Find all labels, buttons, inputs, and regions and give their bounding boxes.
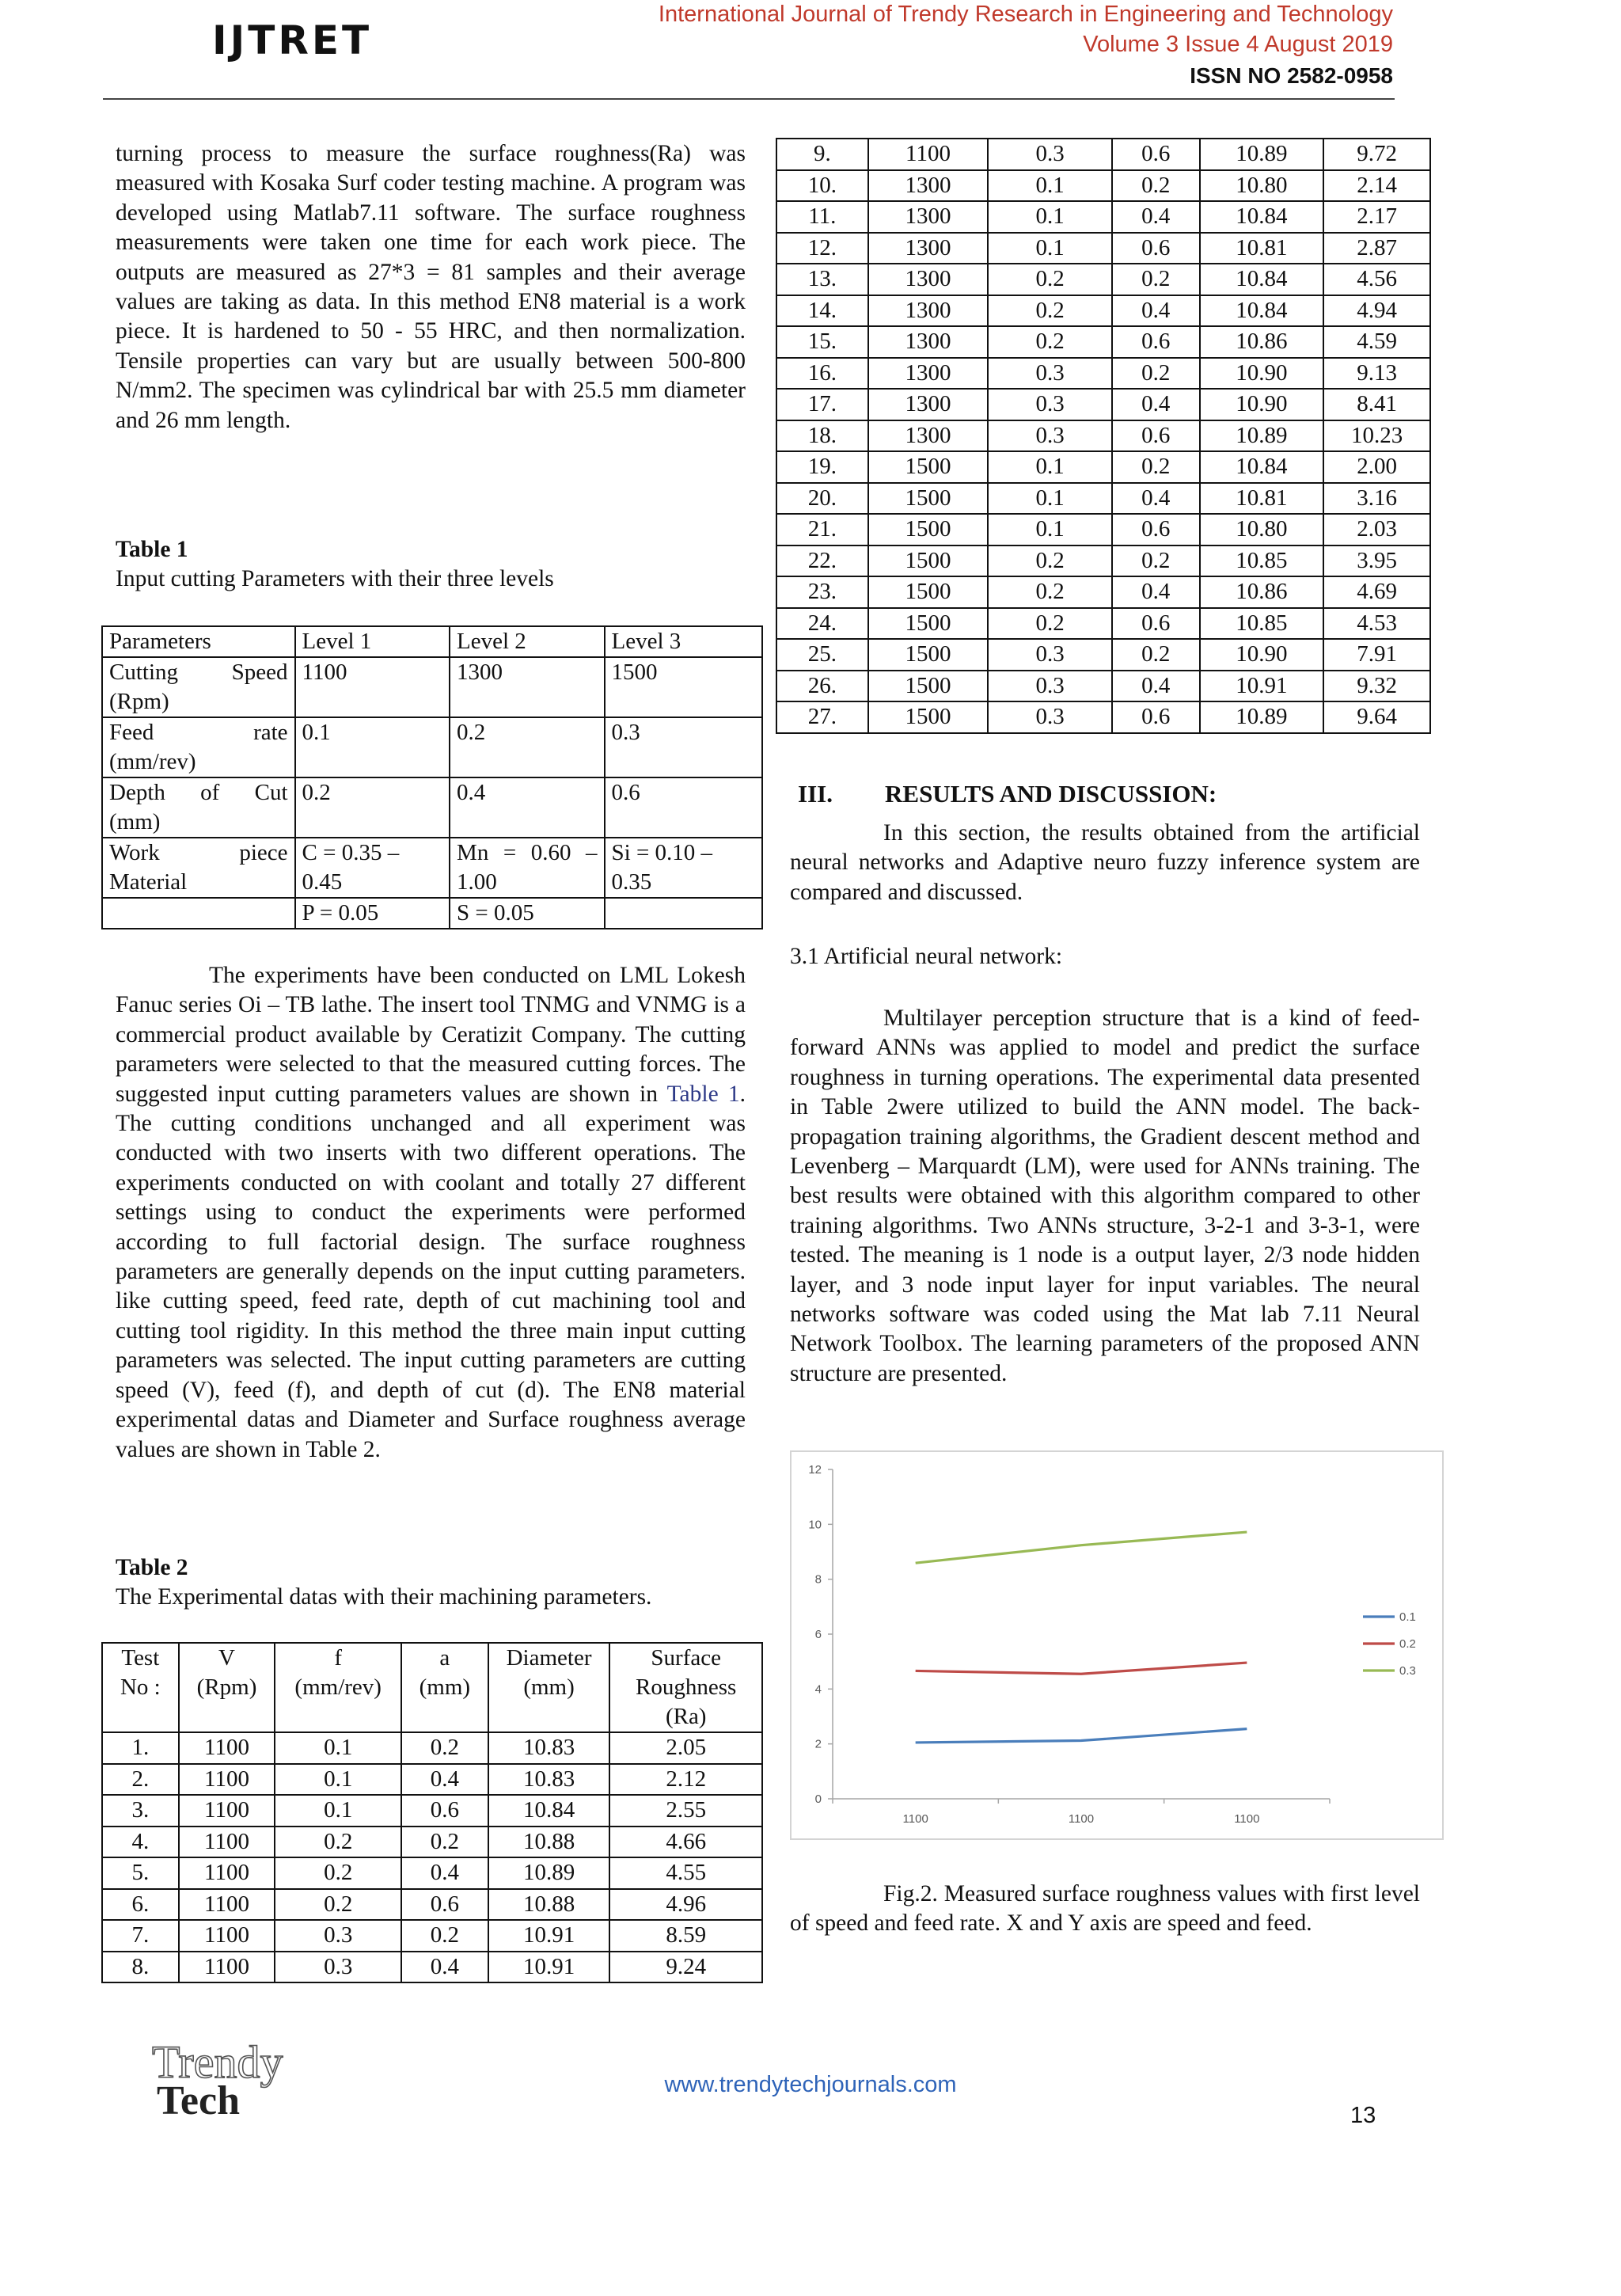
table2-cell: 0.3 [275, 1952, 401, 1983]
table-row [776, 420, 1430, 452]
table1-cell: C = 0.35 – 0.45 [295, 838, 450, 898]
table2-cell: 1500 [868, 639, 989, 671]
journal-name: International Journal of Trendy Research in Engineering and Technology [658, 2, 1393, 27]
table2-cell: 10.90 [1200, 639, 1324, 671]
table2-cell: 2.00 [1323, 451, 1430, 483]
table2-cell: 1300 [868, 295, 989, 327]
table-row [776, 326, 1430, 358]
table-row [102, 1920, 762, 1952]
subsection-heading: 3.1 Artificial neural network: [790, 944, 1063, 969]
table2-cell: 1500 [868, 545, 989, 577]
table2-cell: 10.85 [1200, 545, 1324, 577]
table2-cell: 0.1 [988, 201, 1112, 233]
table2-cell: 0.4 [401, 1764, 488, 1796]
table2-cell: 4.94 [1323, 295, 1430, 327]
table-row [776, 671, 1430, 702]
table2-cell: 0.3 [988, 701, 1112, 733]
table2-cell: 9.32 [1323, 671, 1430, 702]
table2-cell: 9. [776, 139, 868, 170]
table2-cell: 1300 [868, 420, 989, 452]
table2-cell: 1300 [868, 233, 989, 264]
table-row [102, 1764, 762, 1796]
table2-cell: 0.6 [1112, 608, 1200, 640]
table2-header-row [102, 1643, 762, 1732]
ann-paragraph: Multilayer perception structure that is a kind of feed-forward ANNs was applied to model and predict the surface roughness in turning operations. The experimental data presented in Table 2were utilized to build the ANN model. The back-propagation training algorithms, the Gradient descent method and Levenberg – Marquardt (LM), were used for ANNs training. The best results were obtained with this algorithm compared to other training algorithms. Two ANNs structure, 3-2-1 and 3-3-1, were tested. The meaning is 1 node is a output layer, 2/3 node hidden layer, and 3 node input layer for input variables. The neural networks software was coded using the Mat lab 7.11 Neural Network Toolbox. The learning parameters of the proposed ANN structure are presented. [790, 1005, 1420, 1386]
table2-cell: 4.55 [609, 1857, 762, 1889]
table2-cell: 0.2 [988, 545, 1112, 577]
table2-cell: 23. [776, 576, 868, 608]
journal-logo: IJTRET [212, 17, 373, 63]
table2-cell: 0.2 [1112, 639, 1200, 671]
y-tick-label: 4 [814, 1682, 822, 1697]
table1-header-row [102, 626, 762, 657]
table-row [776, 514, 1430, 545]
table2-cell: 0.6 [401, 1889, 488, 1921]
table2-title: Table 2 [116, 1555, 188, 1580]
table1-cell: S = 0.05 [450, 898, 604, 929]
table2-cell: 0.1 [988, 233, 1112, 264]
table1-cell: Mn = 0.60 – 1.00 [450, 838, 604, 898]
section-number: III. [798, 780, 833, 808]
table2-cell: 1100 [179, 1857, 275, 1889]
table2-cell: 10.86 [1200, 576, 1324, 608]
table-row [102, 777, 762, 838]
table-row [776, 389, 1430, 420]
table2-cell: 2.03 [1323, 514, 1430, 545]
table2-cell: 0.6 [1112, 420, 1200, 452]
table2-cell: 2.55 [609, 1795, 762, 1827]
x-tick-label: 1100 [1234, 1812, 1260, 1826]
table2-cell: 10.80 [1200, 170, 1324, 202]
table2-part2 [776, 138, 1431, 734]
table2-cell: 14. [776, 295, 868, 327]
header-rule [103, 98, 1395, 100]
table-row [102, 838, 762, 898]
intro-paragraph: turning process to measure the surface roughness(Ra) was measured with Kosaka Surf coder testing machine. A program was developed using Matlab7.11 software. The surface roughness measurements were taken one time for each work piece. The outputs are measured as 27*3 = 81 samples and their average values are taking as data. In this method EN8 material is a work piece. It is hardened to 50 - 55 HRC, and then normalization. Tensile properties can vary but are usually between 500-800 N/mm2. The specimen was cylindrical bar with 25.5 mm diameter and 26 mm length. [116, 141, 746, 433]
table2-cell: 0.2 [988, 295, 1112, 327]
table2-cell: 0.4 [1112, 295, 1200, 327]
table2-cell: 2.12 [609, 1764, 762, 1796]
table2-cell: 0.2 [275, 1827, 401, 1858]
table1-cell: 0.6 [605, 777, 762, 838]
table2-cell: 7. [102, 1920, 179, 1952]
table2-cell: 15. [776, 326, 868, 358]
table-row [102, 1857, 762, 1889]
table-row [776, 701, 1430, 733]
table2-cell: 10.88 [488, 1889, 610, 1921]
y-tick-label: 6 [814, 1628, 822, 1641]
table2-header-cell: Surface Roughness (Ra) [609, 1643, 762, 1732]
table2-cell: 10.84 [1200, 295, 1324, 327]
table2-cell: 1100 [179, 1952, 275, 1983]
table2-cell: 10.84 [488, 1795, 610, 1827]
table2-cell: 1500 [868, 514, 989, 545]
table2-cell: 0.2 [1112, 170, 1200, 202]
table2-header-cell: Test No : [102, 1643, 179, 1732]
table1-cell: 1500 [605, 657, 762, 717]
table2-cell: 1300 [868, 358, 989, 390]
table2-cell: 0.6 [1112, 139, 1200, 170]
table1-title: Table 1 [116, 537, 188, 562]
table2-cell: 9.13 [1323, 358, 1430, 390]
table2-cell: 1300 [868, 389, 989, 420]
table2-cell: 16. [776, 358, 868, 390]
surface-roughness-chart [790, 1450, 1444, 1840]
section-intro: In this section, the results obtained from the artificial neural networks and Adaptive neuro fuzzy inference system are compared and discussed. [790, 820, 1420, 905]
table-row [102, 1889, 762, 1921]
table1-cell: Si = 0.10 – 0.35 [605, 838, 762, 898]
table2-cell: 0.3 [988, 420, 1112, 452]
table2-cell: 0.1 [988, 483, 1112, 515]
table-row [776, 295, 1430, 327]
table1-cell: 0.4 [450, 777, 604, 838]
table-row [776, 139, 1430, 170]
table2-cell: 13. [776, 264, 868, 295]
table2-cell: 0.3 [988, 358, 1112, 390]
table2-cell: 1100 [179, 1827, 275, 1858]
table-row [102, 1827, 762, 1858]
table1-cell: P = 0.05 [295, 898, 450, 929]
table2-cell: 3.16 [1323, 483, 1430, 515]
table2-cell: 11. [776, 201, 868, 233]
table2-cell: 0.3 [988, 671, 1112, 702]
table-row [776, 264, 1430, 295]
table2-cell: 4.56 [1323, 264, 1430, 295]
table2-cell: 0.1 [988, 170, 1112, 202]
legend-label: 0.2 [1399, 1637, 1416, 1651]
table2-cell: 0.2 [1112, 545, 1200, 577]
footer-url[interactable]: www.trendytechjournals.com [664, 2072, 957, 2097]
table2-cell: 9.64 [1323, 701, 1430, 733]
y-tick-label: 2 [814, 1737, 822, 1751]
table2-cell: 10.89 [1200, 420, 1324, 452]
table1-cell: 0.1 [295, 717, 450, 777]
table2-cell: 17. [776, 389, 868, 420]
table2-cell: 0.2 [1112, 358, 1200, 390]
table-row [776, 545, 1430, 577]
table-row [102, 717, 762, 777]
table2-cell: 0.4 [1112, 201, 1200, 233]
table2-cell: 0.1 [275, 1795, 401, 1827]
table2-cell: 0.3 [988, 389, 1112, 420]
table2-cell: 10.86 [1200, 326, 1324, 358]
legend-label: 0.1 [1399, 1610, 1416, 1624]
table2-cell: 0.3 [988, 139, 1112, 170]
table2-cell: 19. [776, 451, 868, 483]
table2-part1 [101, 1642, 763, 1983]
table2-cell: 4.53 [1323, 608, 1430, 640]
table-row [776, 233, 1430, 264]
table2-cell: 10.81 [1200, 233, 1324, 264]
table2-cell: 10.23 [1323, 420, 1430, 452]
table2-cell: 26. [776, 671, 868, 702]
table2-cell: 4.59 [1323, 326, 1430, 358]
table1-param-cell: Cutting Speed (Rpm) [102, 657, 295, 717]
table2-cell: 9.72 [1323, 139, 1430, 170]
table2-cell: 1100 [868, 139, 989, 170]
table2-cell: 0.2 [401, 1920, 488, 1952]
table2-cell: 4. [102, 1827, 179, 1858]
table-row [102, 657, 762, 717]
table2-cell: 10.89 [1200, 139, 1324, 170]
table1-param-cell: Feed rate (mm/rev) [102, 717, 295, 777]
table1-cell: 1300 [450, 657, 604, 717]
table2-cell: 0.2 [988, 264, 1112, 295]
table2-cell: 10.84 [1200, 264, 1324, 295]
table-row [776, 358, 1430, 390]
logo-tech-text: Tech [157, 2078, 240, 2120]
table2-cell: 20. [776, 483, 868, 515]
table2-cell: 24. [776, 608, 868, 640]
table1-cell [605, 898, 762, 929]
table1-cell: 1100 [295, 657, 450, 717]
table-row [102, 1732, 762, 1764]
table-row [776, 451, 1430, 483]
table2-cell: 8. [102, 1952, 179, 1983]
table2-cell: 1100 [179, 1920, 275, 1952]
table2-cell: 0.6 [1112, 701, 1200, 733]
series-line-0.3 [916, 1532, 1247, 1563]
table2-cell: 0.2 [275, 1857, 401, 1889]
y-tick-label: 0 [814, 1792, 822, 1806]
table2-cell: 0.3 [275, 1920, 401, 1952]
table2-cell: 10. [776, 170, 868, 202]
table2-header-cell: f (mm/rev) [275, 1643, 401, 1732]
y-tick-label: 8 [814, 1572, 822, 1587]
table2-cell: 1100 [179, 1889, 275, 1921]
table1-subtitle: Input cutting Parameters with their three levels [116, 566, 554, 591]
table2-cell: 0.6 [1112, 233, 1200, 264]
table2-cell: 18. [776, 420, 868, 452]
table2-cell: 0.1 [988, 451, 1112, 483]
legend-label: 0.3 [1399, 1664, 1416, 1678]
table2-cell: 3. [102, 1795, 179, 1827]
table2-cell: 10.84 [1200, 451, 1324, 483]
table2-cell: 0.4 [1112, 389, 1200, 420]
table2-cell: 10.90 [1200, 389, 1324, 420]
table2-cell: 4.96 [609, 1889, 762, 1921]
table2-cell: 0.6 [1112, 326, 1200, 358]
table2-cell: 0.3 [988, 639, 1112, 671]
table1-header-cell: Level 2 [450, 626, 604, 657]
page-number: 13 [1350, 2103, 1376, 2128]
table1-header-cell: Level 3 [605, 626, 762, 657]
table-row [776, 201, 1430, 233]
table2-cell: 0.1 [275, 1732, 401, 1764]
table2-cell: 10.85 [1200, 608, 1324, 640]
table2-cell: 1300 [868, 264, 989, 295]
table2-cell: 10.80 [1200, 514, 1324, 545]
table-row [776, 576, 1430, 608]
series-line-0.1 [916, 1729, 1247, 1743]
experiment-paragraph: The experiments have been conducted on LML Lokesh Fanuc series Oi – TB lathe. The insert tool TNMG and VNMG is a commercial product available by Ceratizit Company. The cutting parameters were selected to that the measured cutting forces. The suggested input cutting parameters values are shown in Table 1. The cutting conditions unchanged and all experiment was conducted with two inserts with two different operations. The experiments conducted on with coolant and totally 27 different settings using to conduct the experiments were performed according to full factorial design. The surface roughness parameters are generally depends on the input cutting parameters. like cutting speed, feed rate, depth of cut machining tool and cutting tool rigidity. In this method the three main input cutting parameters was selected. The input cutting parameters are cutting speed (V), feed (f), and depth of cut (d). The EN8 material experimental datas and Diameter and Surface roughness average values are shown in Table 2. [116, 963, 746, 1462]
table2-cell: 0.1 [988, 514, 1112, 545]
table2-cell: 1100 [179, 1764, 275, 1796]
table2-header-cell: V (Rpm) [179, 1643, 275, 1732]
table2-header-cell: Diameter (mm) [488, 1643, 610, 1732]
section-title: RESULTS AND DISCUSSION: [885, 780, 1217, 808]
table2-cell: 0.2 [988, 608, 1112, 640]
table-row [102, 898, 762, 929]
table2-cell: 1100 [179, 1795, 275, 1827]
table1-cell: 0.2 [450, 717, 604, 777]
table2-cell: 10.81 [1200, 483, 1324, 515]
table2-cell: 21. [776, 514, 868, 545]
table2-cell: 1. [102, 1732, 179, 1764]
table2-cell: 0.2 [988, 326, 1112, 358]
table2-cell: 8.59 [609, 1920, 762, 1952]
table2-cell: 1500 [868, 576, 989, 608]
table2-cell: 0.1 [275, 1764, 401, 1796]
table1-header-cell: Parameters [102, 626, 295, 657]
table2-header-cell: a (mm) [401, 1643, 488, 1732]
table2-cell: 10.91 [488, 1920, 610, 1952]
table2-cell: 2.05 [609, 1732, 762, 1764]
table2-cell: 10.89 [1200, 701, 1324, 733]
y-tick-label: 12 [808, 1463, 822, 1477]
table2-cell: 1500 [868, 671, 989, 702]
table2-cell: 1500 [868, 608, 989, 640]
table2-cell: 0.2 [275, 1889, 401, 1921]
series-line-0.2 [916, 1663, 1247, 1674]
table1-header-cell: Level 1 [295, 626, 450, 657]
table2-cell: 10.91 [1200, 671, 1324, 702]
table2-cell: 2. [102, 1764, 179, 1796]
table2-cell: 4.69 [1323, 576, 1430, 608]
table2-cell: 0.2 [1112, 451, 1200, 483]
table2-cell: 0.4 [401, 1857, 488, 1889]
table2-cell: 0.4 [401, 1952, 488, 1983]
y-tick-label: 10 [808, 1518, 822, 1532]
table2-cell: 10.83 [488, 1764, 610, 1796]
table2-cell: 0.4 [1112, 483, 1200, 515]
table2-cell: 3.95 [1323, 545, 1430, 577]
table2-cell: 6. [102, 1889, 179, 1921]
table1 [101, 625, 763, 929]
x-tick-label: 1100 [1068, 1812, 1095, 1826]
table2-cell: 8.41 [1323, 389, 1430, 420]
table2-cell: 10.91 [488, 1952, 610, 1983]
table-row [102, 1795, 762, 1827]
table1-param-cell: Depth of Cut (mm) [102, 777, 295, 838]
table2-cell: 22. [776, 545, 868, 577]
table2-cell: 10.89 [488, 1857, 610, 1889]
chart-svg [792, 1452, 1442, 1838]
table2-cell: 1300 [868, 201, 989, 233]
table2-cell: 2.14 [1323, 170, 1430, 202]
table-row [776, 639, 1430, 671]
table2-cell: 10.84 [1200, 201, 1324, 233]
table-row [776, 483, 1430, 515]
logo-trendy-text: Trendy [152, 2041, 283, 2088]
table2-cell: 7.91 [1323, 639, 1430, 671]
table2-subtitle: The Experimental datas with their machining parameters. [116, 1584, 652, 1610]
table1-link[interactable]: Table 1 [666, 1081, 740, 1107]
table2-cell: 1500 [868, 451, 989, 483]
table-row [776, 608, 1430, 640]
table2-cell: 5. [102, 1857, 179, 1889]
table2-cell: 1300 [868, 170, 989, 202]
table2-cell: 1500 [868, 701, 989, 733]
table2-cell: 0.6 [401, 1795, 488, 1827]
table2-cell: 10.88 [488, 1827, 610, 1858]
x-tick-label: 1100 [902, 1812, 928, 1826]
figure-caption: Fig.2. Measured surface roughness values with first level of speed and feed rate. X and Y axis are speed and feed. [790, 1881, 1420, 1937]
table2-cell: 0.4 [1112, 671, 1200, 702]
table-row [776, 170, 1430, 202]
table2-cell: 0.2 [988, 576, 1112, 608]
table1-cell: 0.3 [605, 717, 762, 777]
table2-cell: 0.2 [401, 1732, 488, 1764]
table2-cell: 0.4 [1112, 576, 1200, 608]
table2-cell: 1300 [868, 326, 989, 358]
table2-cell: 1100 [179, 1732, 275, 1764]
table1-param-cell: Work piece Material [102, 838, 295, 898]
table-row [102, 1952, 762, 1983]
table1-cell: 0.2 [295, 777, 450, 838]
table2-cell: 9.24 [609, 1952, 762, 1983]
table2-cell: 0.6 [1112, 514, 1200, 545]
volume-info: Volume 3 Issue 4 August 2019 [1083, 32, 1393, 57]
table2-cell: 27. [776, 701, 868, 733]
table2-cell: 0.2 [401, 1827, 488, 1858]
issn: ISSN NO 2582-0958 [1190, 63, 1393, 88]
table2-cell: 4.66 [609, 1827, 762, 1858]
table2-cell: 25. [776, 639, 868, 671]
table1-cell [102, 898, 295, 929]
table2-cell: 10.90 [1200, 358, 1324, 390]
table2-cell: 1500 [868, 483, 989, 515]
table2-cell: 0.2 [1112, 264, 1200, 295]
table2-cell: 2.17 [1323, 201, 1430, 233]
table2-cell: 2.87 [1323, 233, 1430, 264]
table2-cell: 10.83 [488, 1732, 610, 1764]
table2-cell: 12. [776, 233, 868, 264]
